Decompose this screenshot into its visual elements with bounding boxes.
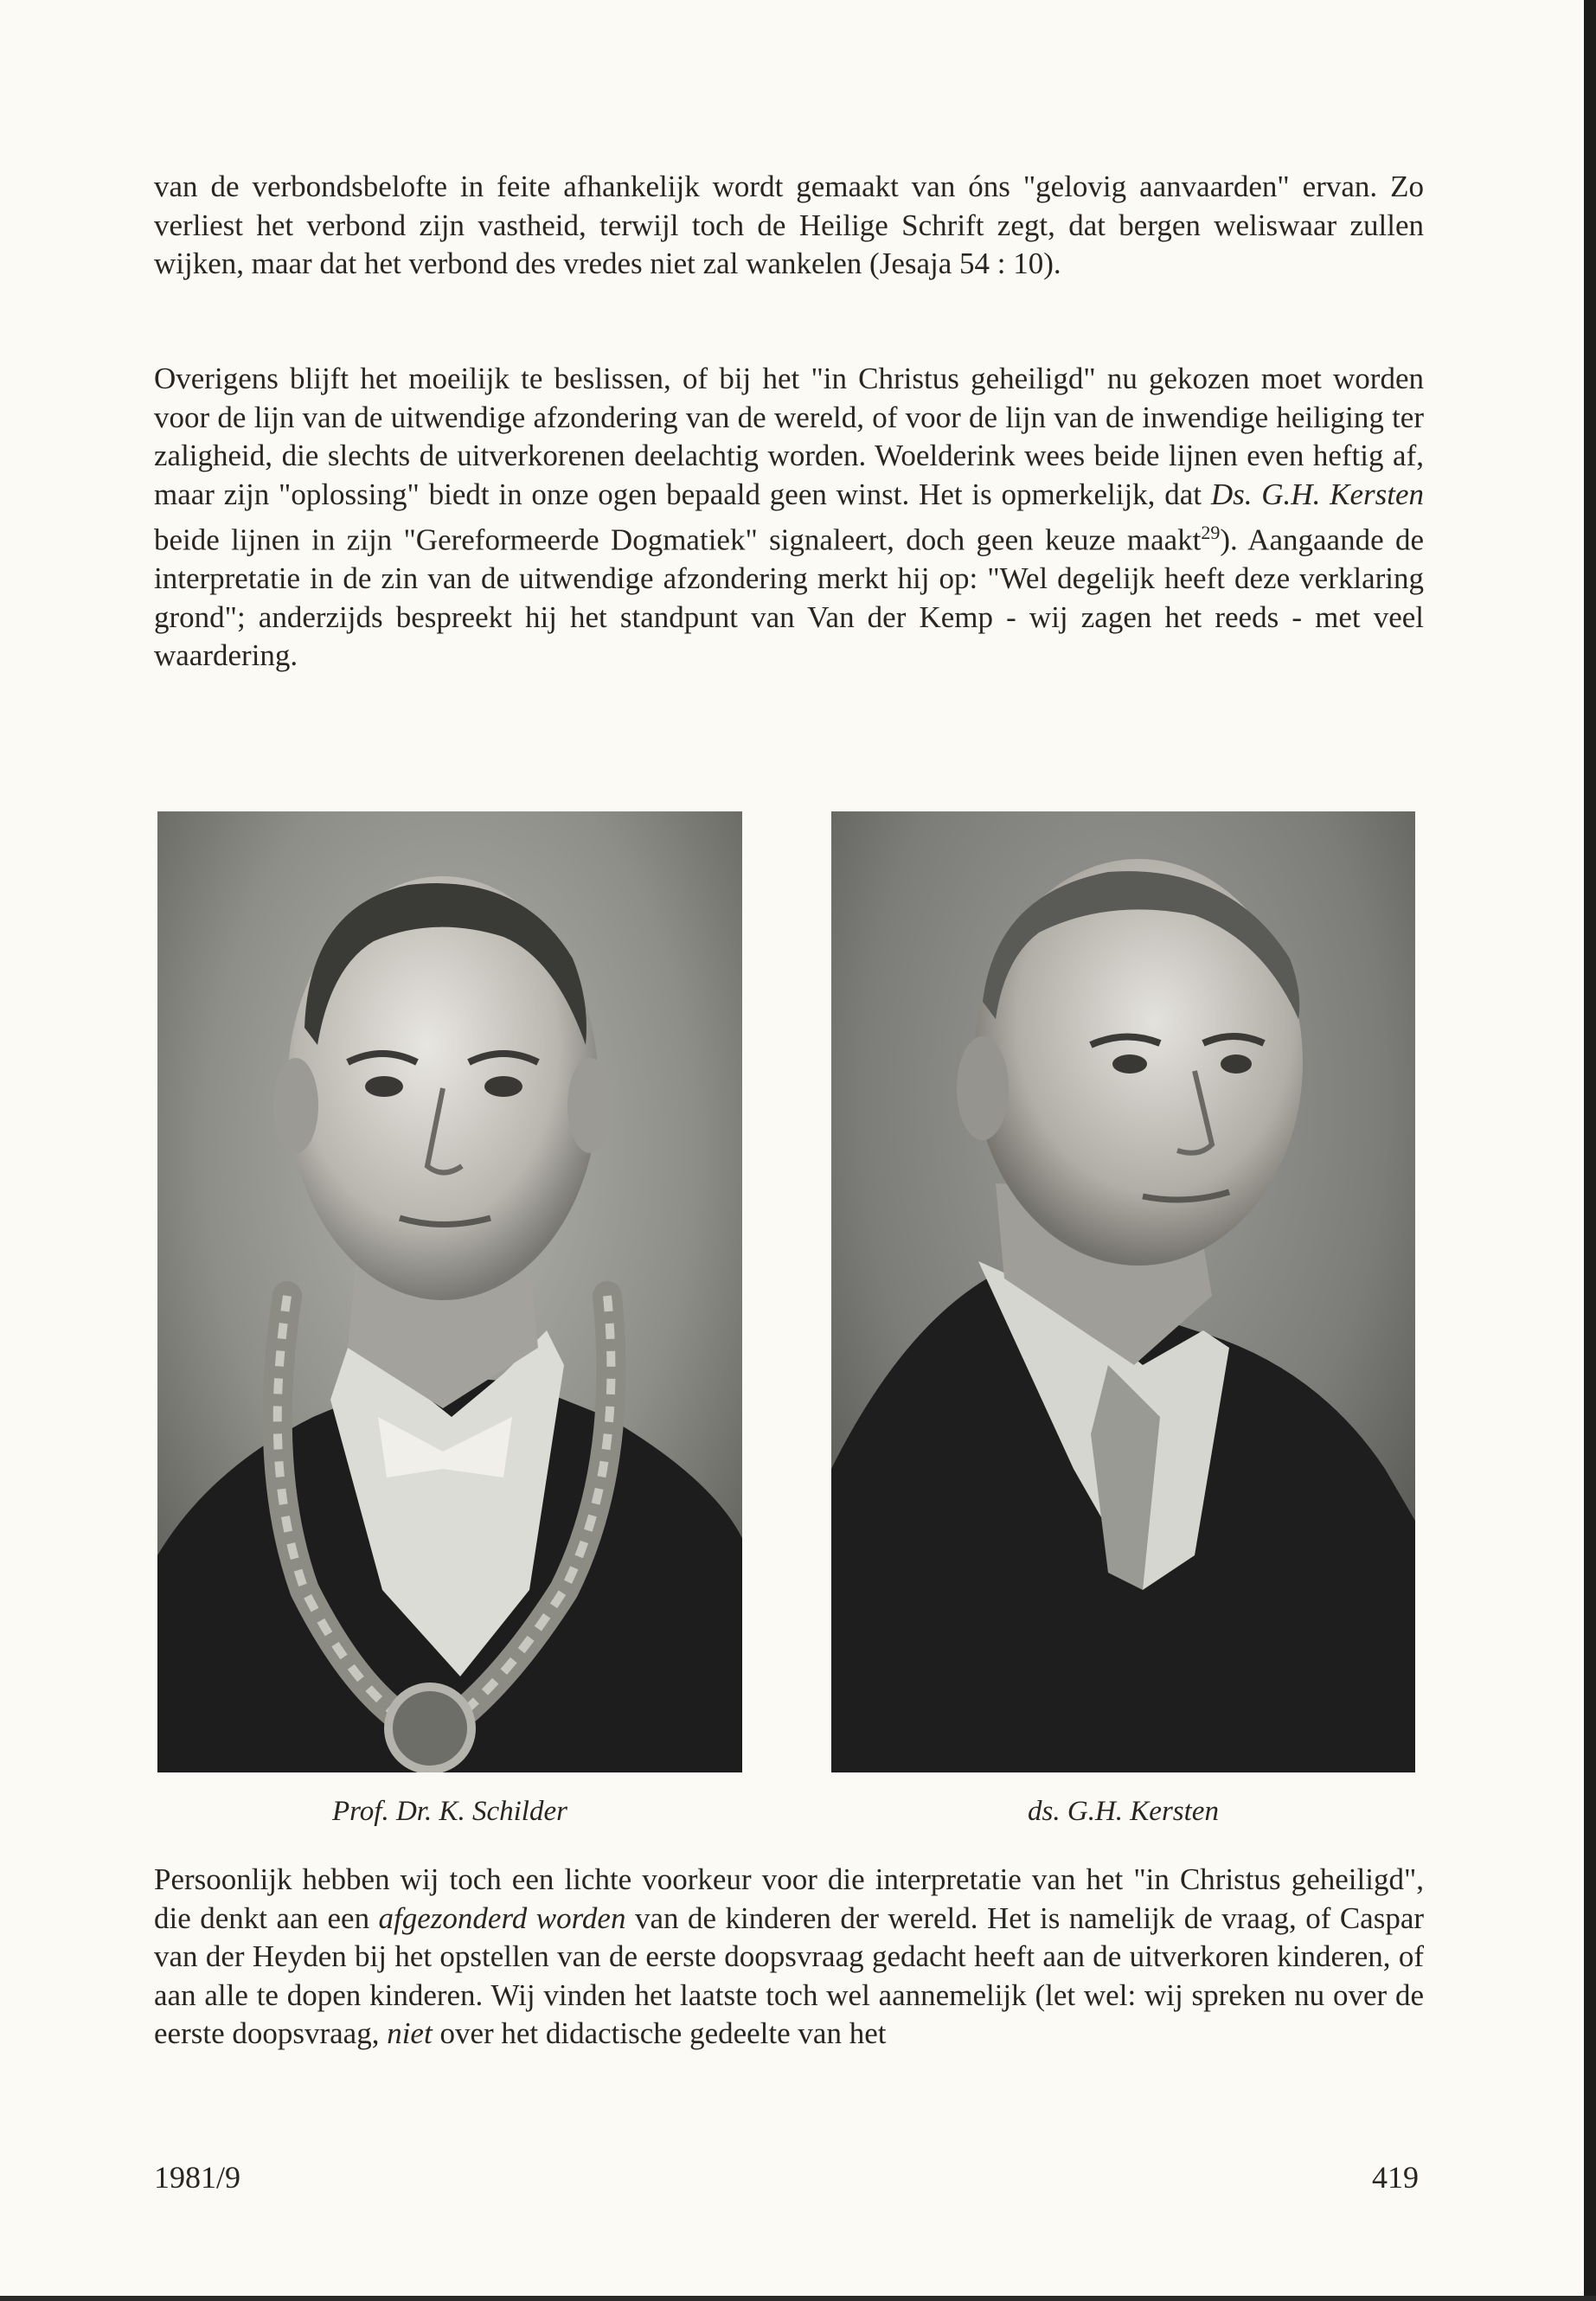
- body-text: van de kinderen der wereld. Het is namelijk de vraag, of Caspar van der Heyden bij het opstellen van de eerste doopsvraag gedacht heeft aan de uitverkoren kinderen, of aan alle te dopen kinderen. Wij vinden het laatste toch wel aannemelijk (let wel: wij spreken nu over de eerste doopsvraag,: [154, 1900, 1425, 2050]
- paragraph-1: [154, 168, 1424, 284]
- emphasis-text: niet: [387, 2016, 433, 2050]
- portrait-kersten-image: [831, 811, 1415, 1772]
- body-text: ). Aangaande de interpretatie in de zin van de uitwendige afzondering merkt hij op: "Wel degelijk heeft deze verklaring grond"; anderzijds bespreekt hij het standpunt van Van der Kemp - wij zagen het reeds - met veel waardering.: [154, 522, 1424, 673]
- caption-schilder: Prof. Dr. K. Schilder: [332, 1796, 567, 1827]
- paragraph-3-text: [154, 1861, 1424, 2054]
- emphasis-text: Ds. G.H. Kersten: [1210, 477, 1425, 511]
- body-text: van de verbondsbelofte in feite afhankelijk wordt gemaakt van óns "gelovig aanvaarden" ervan. Zo verliest het verbond zijn vastheid, terwijl toch de Heilige Schrift zegt, dat bergen weliswaar zullen wijken, maar dat het verbond des vredes niet zal wankelen (Jesaja 54 : 10).: [154, 170, 1424, 280]
- body-text: beide lijnen in zijn "Gereformeerde Dogmatiek" signaleert, doch geen keuze maakt: [154, 522, 1202, 557]
- page-number: 419: [1372, 2160, 1419, 2195]
- paragraph-3: [154, 1861, 1424, 2054]
- body-text: Overigens blijft het moeilijk te beslissen, of bij het "in Christus geheiligd" nu gekozen moet worden voor de lijn van de uitwendige afzondering van de wereld, of voor de lijn van de inwendige heiliging ter zaligheid, die slechts de uitverkorenen deelachtig worden. Woelderink wees beide lijnen even heftig af, maar zijn "oplossing" biedt in onze ogen bepaald geen winst. Het is opmerkelijk, dat: [154, 362, 1424, 511]
- body-text: Persoonlijk hebben wij toch een lichte voorkeur voor die interpretatie van het "in Christus geheiligd", die denkt aan een: [154, 1862, 1424, 1935]
- portrait-schilder-image: [157, 811, 742, 1772]
- issue-number: 1981/9: [154, 2160, 241, 2195]
- emphasis-text: afgezonderd worden: [378, 1900, 626, 1935]
- paragraph-1-text: [154, 168, 1424, 284]
- caption-kersten: ds. G.H. Kersten: [1028, 1796, 1219, 1827]
- paragraph-2: [154, 360, 1424, 676]
- scan-edge-right: [1584, 0, 1596, 2301]
- body-text: over het didactische gedeelte van het: [432, 2016, 887, 2050]
- footnote-ref: 29: [1201, 522, 1221, 543]
- portrait-schilder-photo: [157, 811, 742, 1772]
- portrait-kersten-photo: [831, 811, 1415, 1772]
- paragraph-2-text: [154, 360, 1424, 676]
- scan-edge-bottom: [0, 2296, 1596, 2301]
